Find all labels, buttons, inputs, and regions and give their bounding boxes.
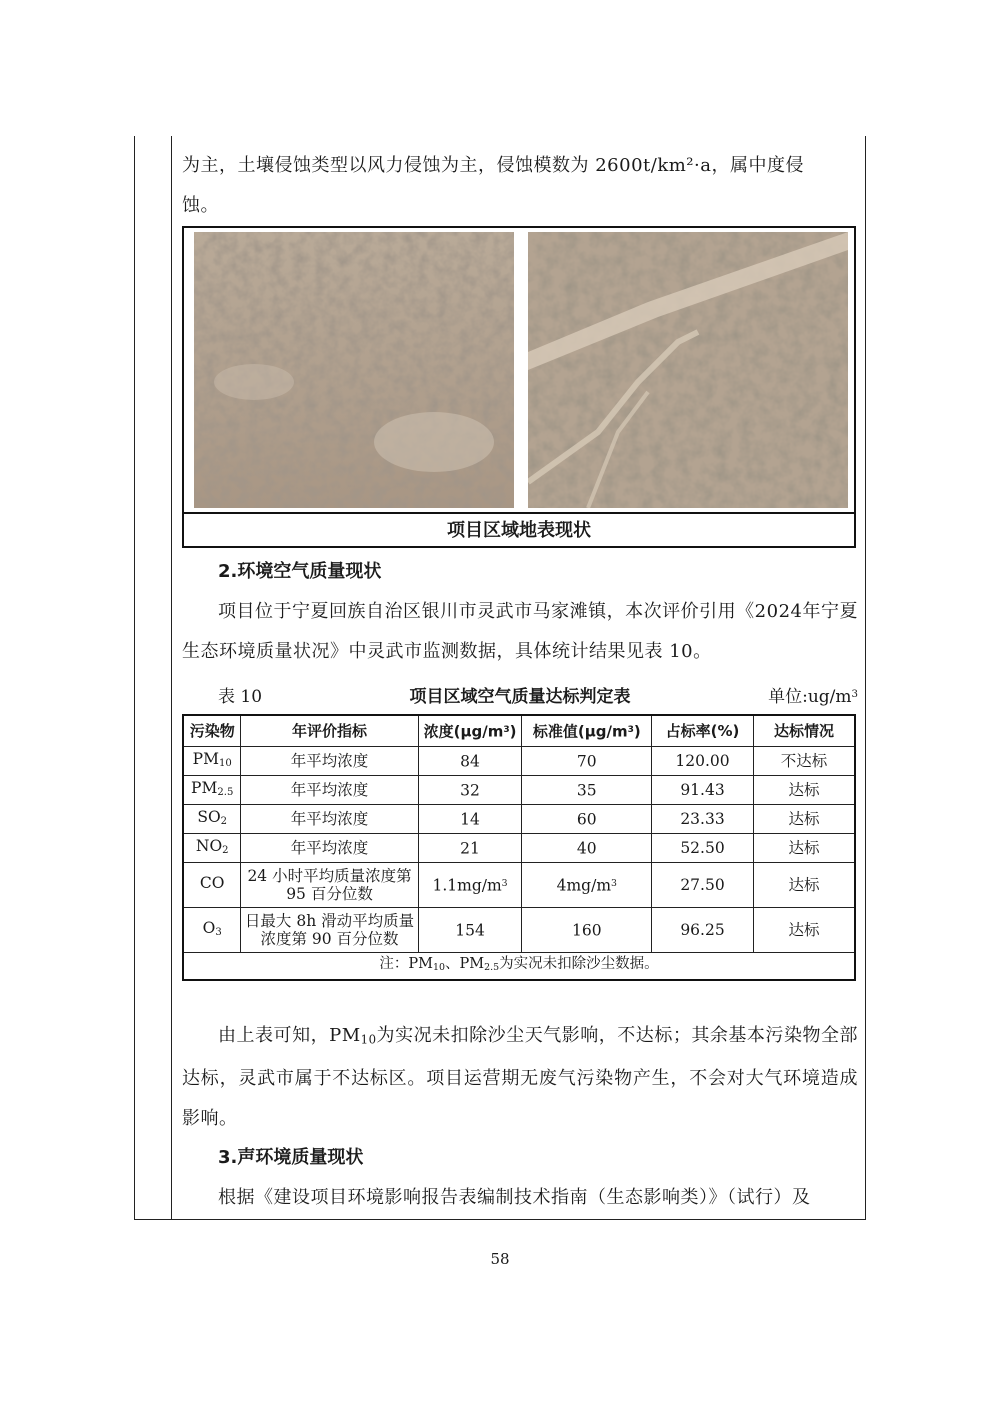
cell-pollutant: CO: [183, 863, 241, 908]
cell-standard: 40: [522, 834, 652, 863]
cell-indicator: 24 小时平均质量浓度第 95 百分位数: [241, 863, 418, 908]
cell-standard: 35: [522, 776, 652, 805]
intro-line-2: 蚀。: [182, 195, 219, 216]
section-3: [182, 1138, 858, 1218]
table-row: [183, 747, 855, 776]
cell-ratio: 91.43: [652, 776, 754, 805]
cell-ratio: 27.50: [652, 863, 754, 908]
table-note: 注：$PM_{10}$、$PM_{2.5}$为实况未扣除沙尘数据。: [183, 953, 855, 981]
cell-status: 不达标: [753, 747, 855, 776]
left-column-rule: [171, 136, 172, 1220]
intro-line-1: 为主，土壤侵蚀类型以风力侵蚀为主，侵蚀模数为 2600t/km²·a，属中度侵: [182, 155, 804, 176]
cell-standard: 160: [522, 908, 652, 953]
cell-concentration: 84: [418, 747, 522, 776]
cell-pollutant: $PM_{10}$: [183, 747, 241, 776]
table-row: [183, 834, 855, 863]
cell-standard: 60: [522, 805, 652, 834]
cell-status: 达标: [753, 776, 855, 805]
header-status: 达标情况: [753, 715, 855, 747]
cell-status: 达标: [753, 863, 855, 908]
header-standard: 标准值$(\mu g/m^3)$: [522, 715, 652, 747]
cell-ratio: 120.00: [652, 747, 754, 776]
air-quality-table: [182, 714, 856, 981]
intro-paragraph: [182, 146, 858, 226]
table-row: [183, 863, 855, 908]
cell-concentration: 21: [418, 834, 522, 863]
cell-pollutant: $NO_2$: [183, 834, 241, 863]
cell-pollutant: $O_3$: [183, 908, 241, 953]
cell-ratio: 52.50: [652, 834, 754, 863]
header-indicator: 年评价指标: [241, 715, 418, 747]
section-2-paragraph: 项目位于宁夏回族自治区银川市灵武市马家滩镇，本次评价引用《2024年宁夏生态环境质量状况》中灵武市监测数据，具体统计结果见表 10。: [182, 601, 858, 662]
table-header-row: [183, 715, 855, 747]
cell-indicator: 年平均浓度: [241, 747, 418, 776]
table-row: [183, 805, 855, 834]
photo-caption: 项目区域地表现状: [447, 520, 591, 541]
section-2: [182, 552, 858, 672]
section-2-heading: 2.环境空气质量现状: [218, 561, 382, 582]
aerial-photo-left: [194, 232, 514, 508]
photo-caption-divider: [184, 512, 854, 514]
cell-standard: $4mg/m^3$: [522, 863, 652, 908]
cell-concentration: $1.1mg/m^3$: [418, 863, 522, 908]
cell-concentration: 32: [418, 776, 522, 805]
cell-pollutant: $SO_2$: [183, 805, 241, 834]
table-unit: 单位$:ug/m^3$: [768, 687, 858, 707]
conclusion-paragraph: 由上表可知，$PM_{10}$为实况未扣除沙尘天气影响，不达标；其余基本污染物全部达标，灵武市属于不达标区。项目运营期无废气污染物产生，不会对大气环境造成影响。: [182, 1025, 858, 1130]
section-3-paragraph: 根据《建设项目环境影响报告表编制技术指南（生态影响类）》（试行）及: [218, 1187, 811, 1208]
table-note-row: [183, 953, 855, 981]
cell-ratio: 23.33: [652, 805, 754, 834]
cell-indicator: 年平均浓度: [241, 805, 418, 834]
cell-status: 达标: [753, 834, 855, 863]
cell-pollutant: $PM_{2.5}$: [183, 776, 241, 805]
page-number: 58: [490, 1250, 510, 1268]
cell-indicator: 年平均浓度: [241, 834, 418, 863]
cell-standard: 70: [522, 747, 652, 776]
site-photo-figure: [182, 226, 856, 548]
table-number: 表 10: [218, 687, 263, 707]
cell-ratio: 96.25: [652, 908, 754, 953]
header-concentration: 浓度$(\mu g/m^3)$: [418, 715, 522, 747]
header-ratio: 占标率(%): [652, 715, 754, 747]
table-title-row: [182, 680, 858, 708]
cell-status: 达标: [753, 908, 855, 953]
table-row: [183, 776, 855, 805]
cell-indicator: 日最大 8h 滑动平均质量浓度第 90 百分位数: [241, 908, 418, 953]
aerial-photo-right: [528, 232, 848, 508]
table-title: 项目区域空气质量达标判定表: [409, 687, 631, 707]
cell-indicator: 年平均浓度: [241, 776, 418, 805]
conclusion-block: [182, 1016, 858, 1139]
table-row: [183, 908, 855, 953]
cell-concentration: 154: [418, 908, 522, 953]
header-pollutant: 污染物: [183, 715, 241, 747]
cell-status: 达标: [753, 805, 855, 834]
cell-concentration: 14: [418, 805, 522, 834]
section-3-heading: 3.声环境质量现状: [218, 1147, 364, 1168]
